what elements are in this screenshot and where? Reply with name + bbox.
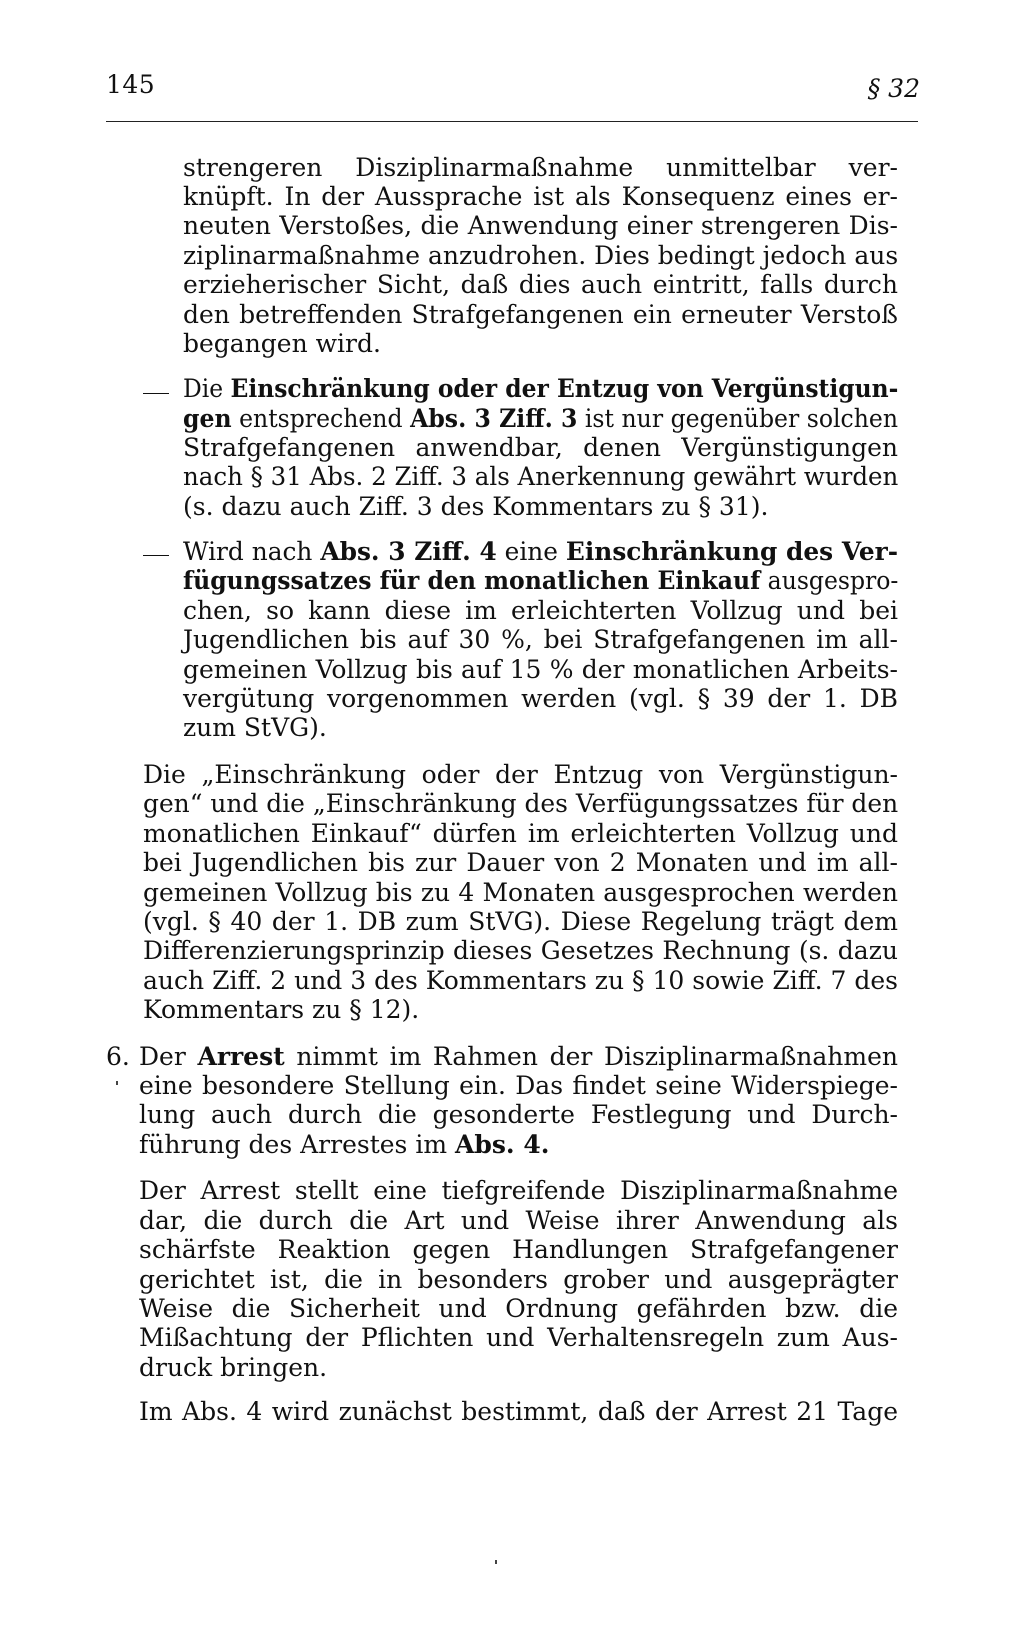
text-line: führung des Arrestes im Abs. 4. [139,1130,550,1159]
scan-speck [116,1081,118,1085]
text-line: Die Einschränkung oder der Entzug von Vergünstigun- [183,374,899,403]
text-line: Wird nach Abs. 3 Ziff. 4 eine Einschränkung des Ver- [183,537,899,566]
text-line: Differenzierungsprinzip dieses Gesetzes Rechnung (s. dazu [143,936,898,965]
text-line: Im Abs. 4 wird zunächst bestimmt, daß der Arrest 21 Tage [139,1397,898,1426]
text-line: strengeren Disziplinarmaßnahme unmittelbar ver- [183,153,898,182]
text-line: Kommentars zu § 12). [143,995,420,1024]
dash-bullet [143,393,169,394]
text-line: Weise die Sicherheit und Ordnung gefährden bzw. die [139,1294,898,1323]
text-line: dar, die durch die Art und Weise ihrer Anwendung als [139,1206,898,1235]
text-line: fügungssatzes für den monatlichen Einkauf ausgespro- [183,566,899,595]
text-line: den betreffenden Strafgefangenen ein erneuter Verstoß [183,300,898,329]
text-line: zum StVG). [183,713,327,742]
text-line: knüpft. In der Aussprache ist als Konsequenz eines er- [183,182,898,211]
text-line: monatlichen Einkauf“ dürfen im erleichterten Vollzug und [143,819,898,848]
scan-speck [495,1560,497,1564]
text-line: auch Ziff. 2 und 3 des Kommentars zu § 10 sowie Ziff. 7 des [143,966,898,995]
text-line: gemeinen Vollzug bis zu 4 Monaten ausgesprochen werden [143,878,898,907]
text-line: neuten Verstoßes, die Anwendung einer strengeren Dis- [183,211,898,240]
text-line: (vgl. § 40 der 1. DB zum StVG). Diese Regelung trägt dem [143,907,898,936]
text-line: begangen wird. [183,329,381,358]
section-reference: § 32 [867,74,920,103]
text-line: gen entsprechend Abs. 3 Ziff. 3 ist nur gegenüber solchen [183,404,899,433]
text-line: druck bringen. [139,1353,328,1382]
text-line: chen, so kann diese im erleichterten Vollzug und bei [183,596,898,625]
text-line: Der Arrest stellt eine tiefgreifende Disziplinarmaßnahme [139,1176,898,1205]
text-line: ziplinarmaßnahme anzudrohen. Dies bedingt jedoch aus [183,241,899,270]
dash-bullet [143,555,169,556]
text-line: gen“ und die „Einschränkung des Verfügungssatzes für den [143,789,899,818]
text-line: Strafgefangenen anwendbar, denen Vergünstigungen [183,433,898,462]
text-line: eine besondere Stellung ein. Das findet seine Widerspiege- [139,1071,898,1100]
text-line: lung auch durch die gesonderte Festlegung und Durch- [139,1100,898,1129]
text-line: Jugendlichen bis auf 30 %, bei Strafgefangenen im all- [183,625,898,654]
text-line: Die „Einschränkung oder der Entzug von Vergünstigun- [143,760,898,789]
header-rule [106,121,918,122]
text-line: nach § 31 Abs. 2 Ziff. 3 als Anerkennung gewährt wurden [183,462,899,491]
text-line: Der Arrest nimmt im Rahmen der Disziplinarmaßnahmen [139,1042,898,1071]
list-number: 6. [106,1042,130,1071]
text-line: (s. dazu auch Ziff. 3 des Kommentars zu § 31). [183,492,769,521]
text-line: schärfste Reaktion gegen Handlungen Strafgefangener [139,1235,898,1264]
page-number: 145 [106,70,156,99]
text-line: gemeinen Vollzug bis auf 15 % der monatlichen Arbeits- [183,655,898,684]
text-line: bei Jugendlichen bis zur Dauer von 2 Monaten und im all- [143,848,898,877]
text-line: Mißachtung der Pflichten und Verhaltensregeln zum Aus- [139,1323,898,1352]
text-line: vergütung vorgenommen werden (vgl. § 39 der 1. DB [183,684,898,713]
text-line: erzieherischer Sicht, daß dies auch eintritt, falls durch [183,270,898,299]
text-line: gerichtet ist, die in besonders grober und ausgeprägter [139,1265,898,1294]
